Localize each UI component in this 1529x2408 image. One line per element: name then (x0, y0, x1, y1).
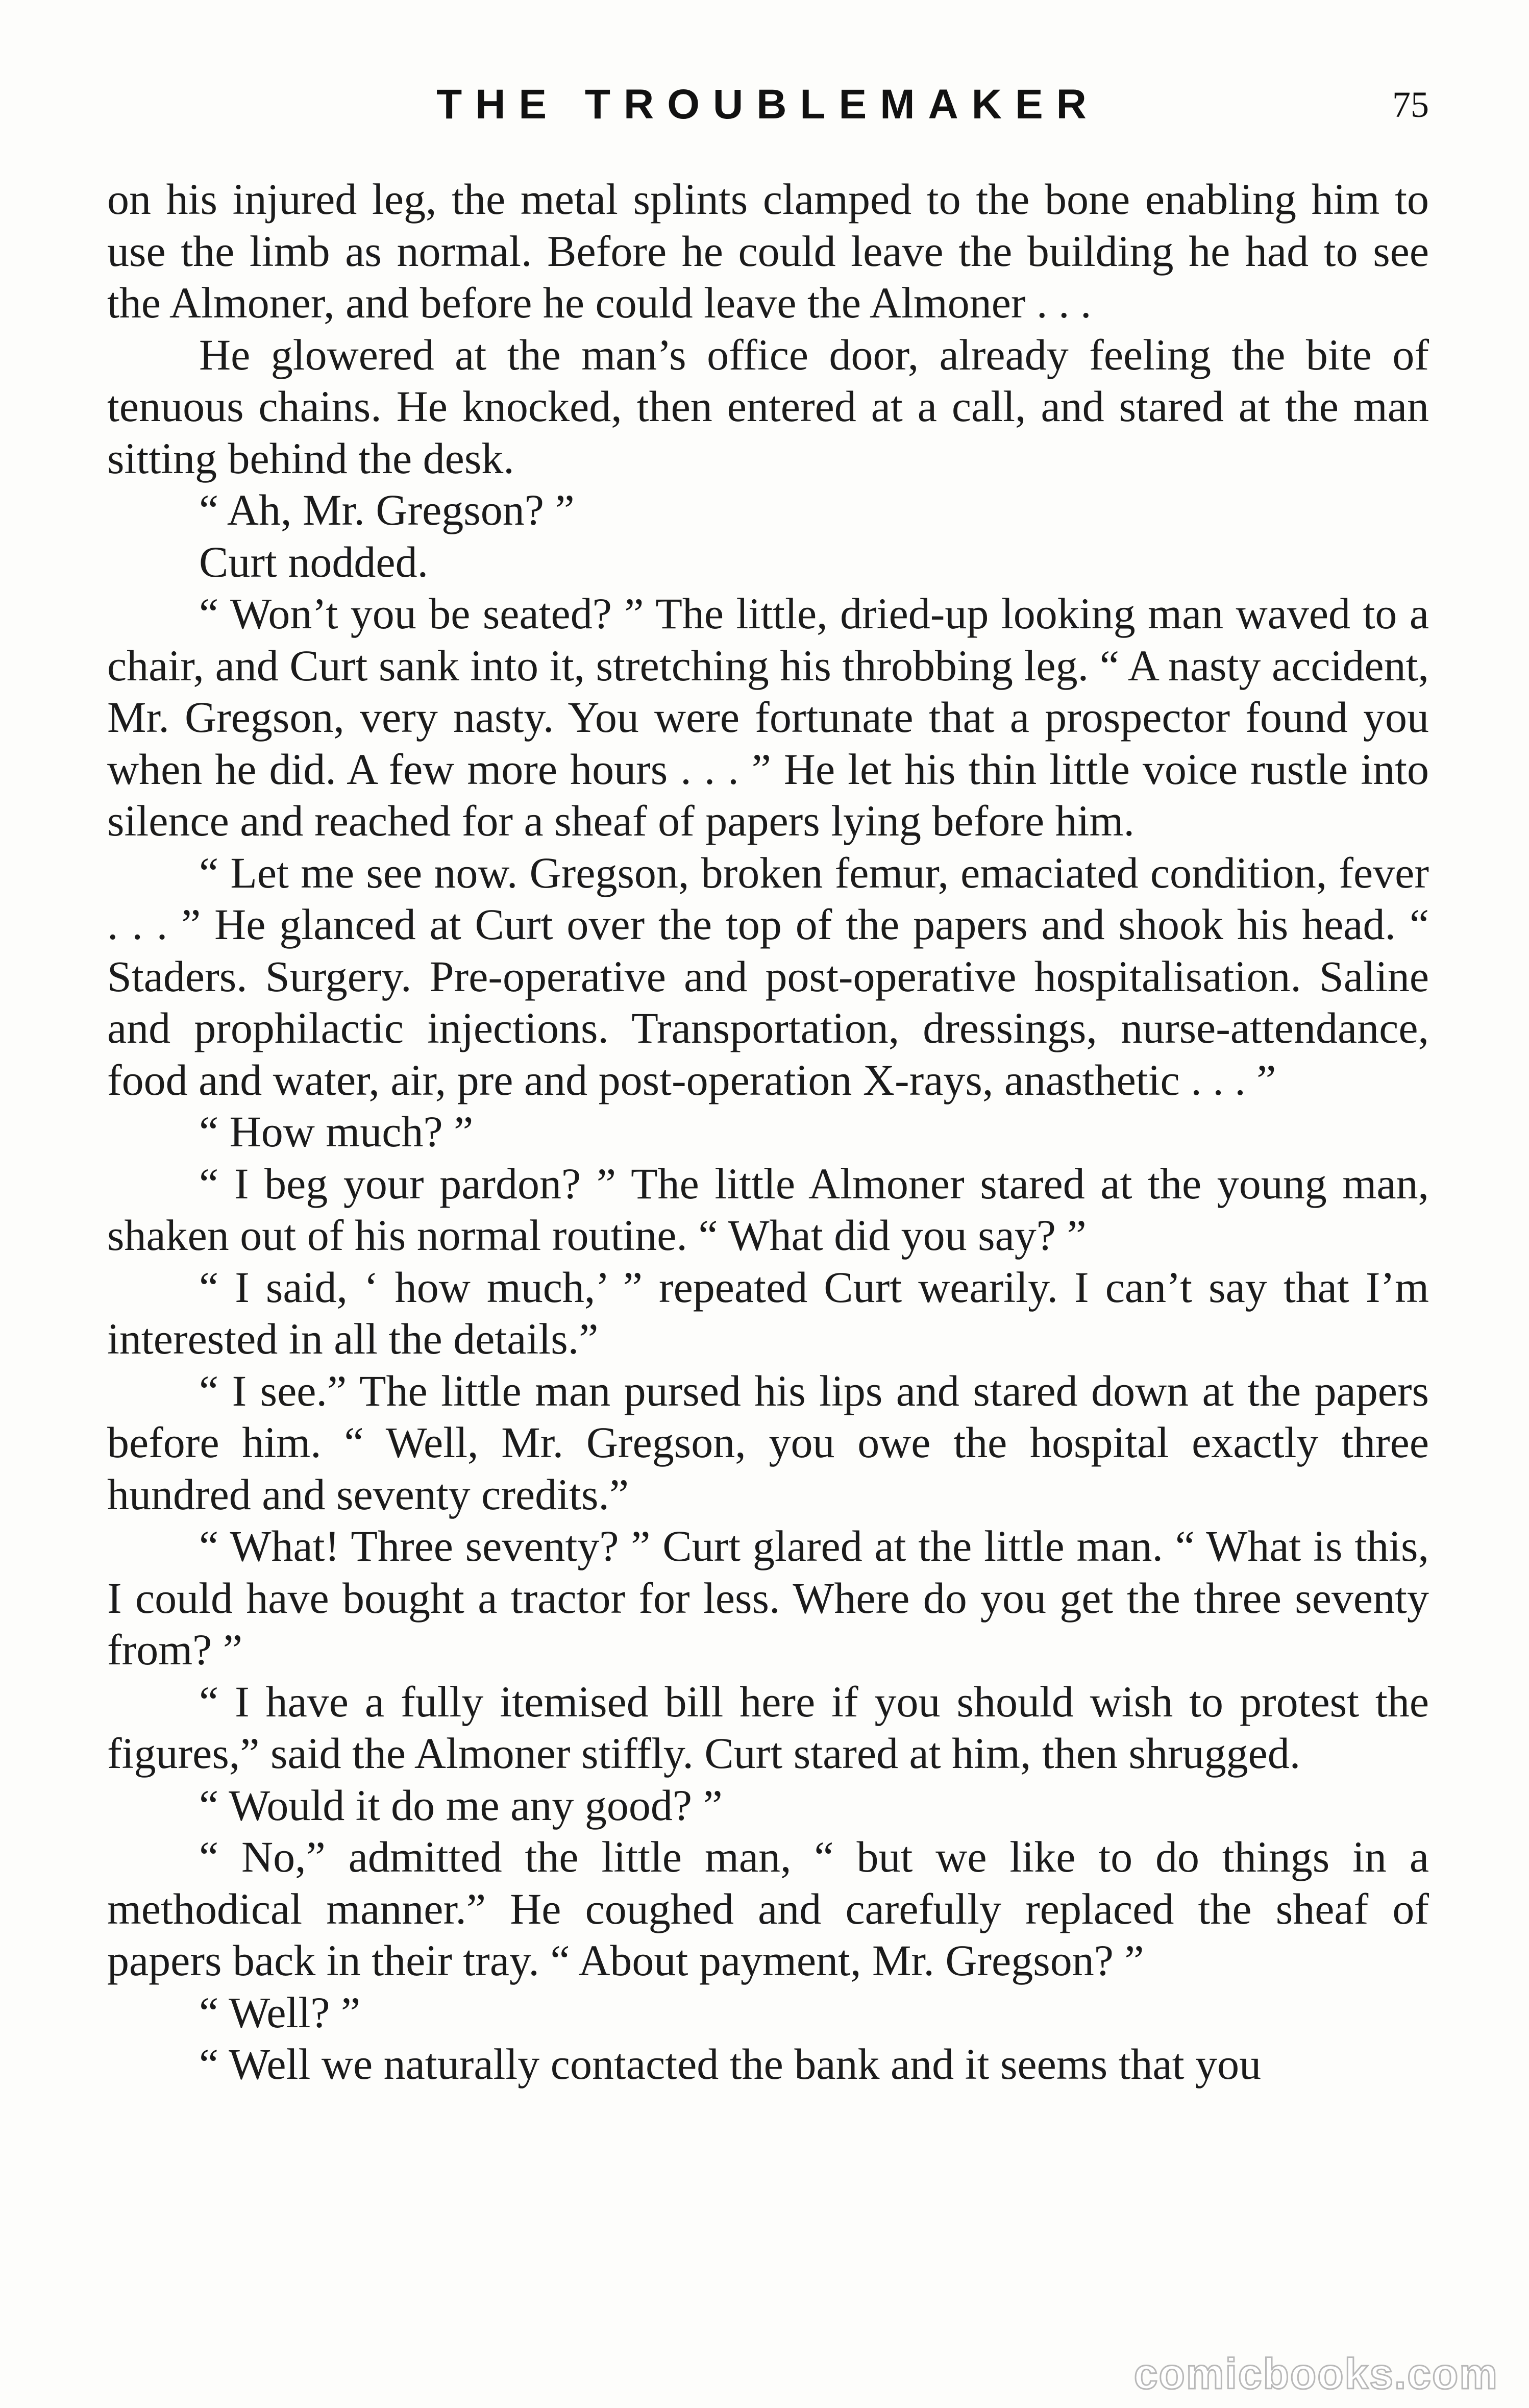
body-text (107, 174, 1429, 2091)
page-number: 75 (1392, 84, 1429, 125)
source-watermark: comicbooks.com (1133, 2350, 1498, 2398)
paragraph-4: Curt nodded. (199, 537, 429, 586)
paragraph-13: “ Would it do me any good? ” (199, 1780, 723, 1830)
paragraph-11: “ What! Three seventy? ” Curt glared at the little man. “ What is this, I could have bought a tractor for less. Where do you get the three seventy from? ” (107, 1521, 1429, 1674)
paragraph-8: “ I beg your pardon? ” The little Almoner stared at the young man, shaken out of his normal routine. “ What did you say? ” (107, 1159, 1429, 1260)
paragraph-10: “ I see.” The little man pursed his lips and stared down at the papers before him. “ Well, Mr. Gregson, you owe the hospital exactly three hundred and seventy credits.” (107, 1366, 1429, 1519)
paragraph-2: He glowered at the man’s office door, already feeling the bite of tenuous chains. He knocked, then entered at a call, and stared at the man sitting behind the desk. (107, 330, 1429, 483)
paragraph-3: “ Ah, Mr. Gregson? ” (199, 485, 575, 534)
paragraph-16: “ Well we naturally contacted the bank and it seems that you (199, 2040, 1262, 2088)
paragraph-9: “ I said, ‘ how much,’ ” repeated Curt wearily. I can’t say that I’m interested in all the details.” (107, 1262, 1429, 1363)
paragraph-6: “ Let me see now. Gregson, broken femur, emaciated condition, fever . . . ” He glanced at Curt over the top of the papers and shook his head. “ Staders. Surgery. Pre-operative and post-operative hospitalisation. Saline and prophilactic injections. Transportation, dressings, nurse-attendance, food and water, air, pre and post-operation X-rays, anasthetic . . . ” (107, 848, 1429, 1104)
paragraph-5: “ Won’t you be seated? ” The little, dried-up looking man waved to a chair, and Curt sank into it, stretching his throbbing leg. “ A nasty accident, Mr. Gregson, very nasty. You were fortunate that a prospector found you when he did. A few more hours . . . ” He let his thin little voice rustle into silence and reached for a sheaf of papers lying before him. (107, 589, 1429, 845)
paragraph-1: on his injured leg, the metal splints clamped to the bone enabling him to use the limb as normal. Before he could leave the building he had to see the Almoner, and before he could leave the Almoner . . . (107, 175, 1429, 327)
paragraph-12: “ I have a fully itemised bill here if you should wish to protest the figures,” said the Almoner stiffly. Curt stared at him, then shrugged. (107, 1677, 1429, 1778)
running-title: THE TROUBLEMAKER (436, 81, 1100, 128)
running-head (107, 77, 1429, 133)
paragraph-15: “ Well? ” (199, 1987, 361, 2037)
paragraph-14: “ No,” admitted the little man, “ but we like to do things in a methodical manner.” He coughed and carefully replaced the sheaf of papers back in their tray. “ About payment, Mr. Gregson? ” (107, 1832, 1429, 1985)
paragraph-7: “ How much? ” (199, 1107, 474, 1156)
